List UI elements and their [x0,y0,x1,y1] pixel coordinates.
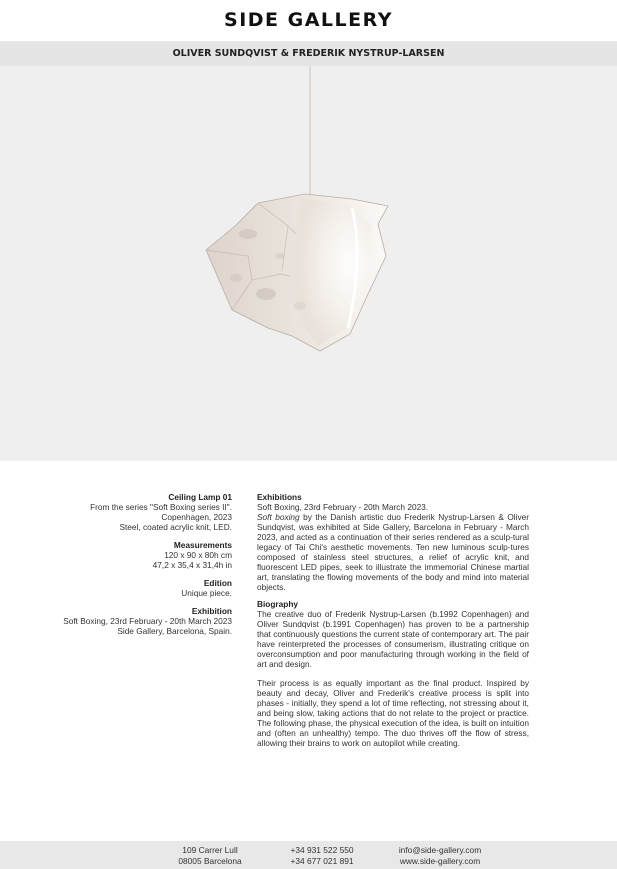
artwork-series: From the series "Soft Boxing series II". [90,502,232,512]
footer-address [168,845,252,867]
exhibitions-italic-title: Soft boxing [257,512,300,522]
artwork-materials: Steel, coated acrylic knit, LED. [119,522,232,532]
biography-paragraph-1: The creative duo of Frederik Nystrup-Larsen (b.1992 Copenhagen) and Oliver Sundqvist (b.1991 Copenhagen) has proven to be a partnership that continuously questions the current state of contemporary art. The pair have reinterpreted the processes of consumerism, illustrating critique on overconsumption and poor manufacturing through working in the field of art and design. [257,609,529,669]
website-link[interactable]: www.side-gallery.com [399,856,481,866]
artwork-details [40,492,232,636]
footer-contact [393,845,487,867]
address-line-2: 08005 Barcelona [178,856,242,866]
exhibitions-text: by the Danish artistic duo Frederik Nystrup-Larsen & Oliver Sundqvist, was exhibited at Side Gallery, Barcelona in February - March 2023, and acted as a continuation of their series rendered as a sculp-tural legacy of Tai Chi's aesthetic movements. Ten new luminous sculp-tures composed of stainless steel structures, a relief of acrylic knit, and fluorescent LED pipes, seek to illustrate the immemorial Chinese martial art, translating the flowing movements of the body and mind into material objects. [257,512,530,592]
artist-names-bar: OLIVER SUNDQVIST & FREDERIK NYSTRUP-LARSEN [0,41,617,66]
email-link[interactable]: info@side-gallery.com [398,845,482,855]
exhibition-line-1: Soft Boxing, 23rd February - 20th March 2023 [63,616,232,626]
exhibition-line-2: Side Gallery, Barcelona, Spain. [117,626,232,636]
address-line-1: 109 Carrer Lull [182,845,238,855]
ceiling-lamp-image [0,66,617,461]
measurements-cm: 120 x 90 x 80h cm [164,550,232,560]
exhibitions-line: Soft Boxing, 23rd February - 20th March 2023. [257,502,429,512]
edition-value: Unique piece. [181,588,232,598]
artwork-title: Ceiling Lamp 01 [168,492,232,502]
artwork-place-year: Copenhagen, 2023 [161,512,232,522]
description-column [257,492,529,748]
edition-heading: Edition [203,578,232,588]
measurements-heading: Measurements [173,540,232,550]
phone-2: +34 677 021 891 [290,856,354,866]
footer [0,841,617,869]
phone-1: +34 931 522 550 [290,845,354,855]
biography-paragraph-2: Their process is as equally important as the final product. Inspired by beauty and decay, Oliver and Frederik's creative process is split into phases - initially, they spend a lot of time reflecting, not stressing about it, and being slow, taking actions that do not relate to the project or practice. The following phase, the physical execution of the idea, is built on intuition and (often an unhealthy) tempo. The duo thrives off the flow of stress, allowing their brains to work on autopilot while creating. [257,678,529,748]
biography-heading: Biography [257,599,299,609]
footer-phones [280,845,364,867]
exhibition-heading: Exhibition [191,606,232,616]
measurements-in: 47,2 x 35,4 x 31,4h in [152,560,232,570]
exhibitions-paragraph [257,512,529,592]
artwork-photo [0,66,617,461]
exhibitions-heading: Exhibitions [257,492,302,502]
gallery-logo: SIDE GALLERY [224,9,393,31]
